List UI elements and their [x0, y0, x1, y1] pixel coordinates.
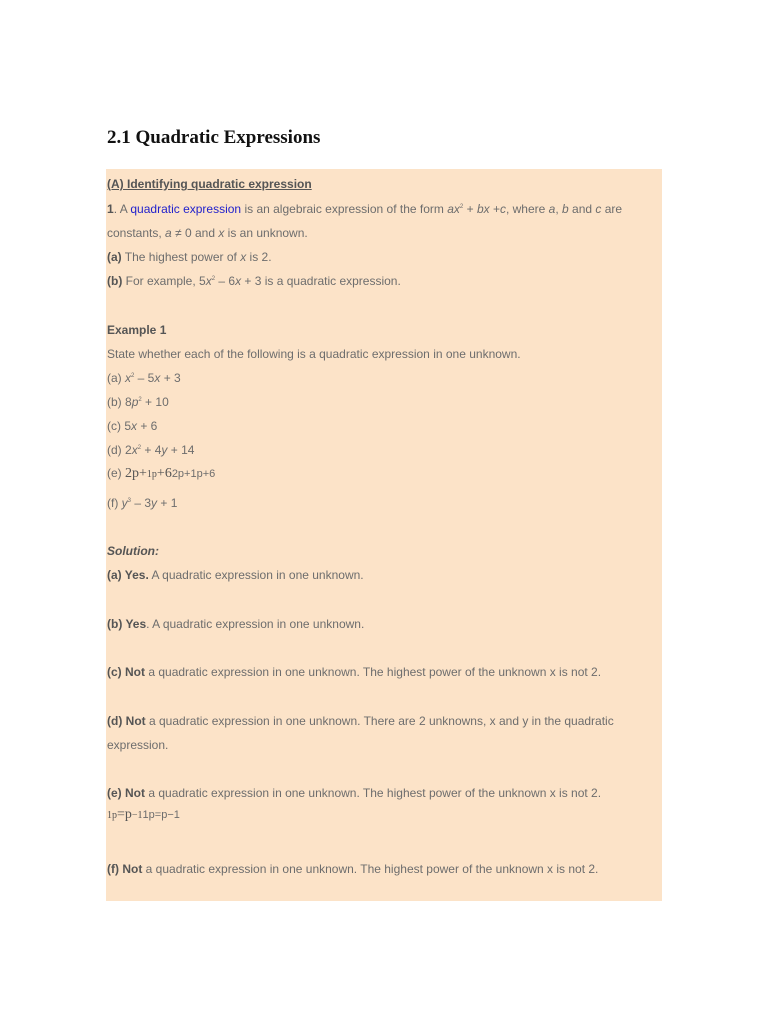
section-heading: (A) Identifying quadratic expression: [107, 177, 312, 191]
example-item-c: (c) 5x + 6: [107, 419, 158, 433]
example-item-b: (b) $8p^2 + 10$: [107, 395, 169, 409]
quadratic-expression-link[interactable]: quadratic expression: [130, 202, 242, 216]
solution-b: (b) Yes. A quadratic expression in one unknown.: [107, 617, 365, 631]
solution-e-math: 1p=p−11p=p−1: [107, 807, 180, 822]
example-item-d: (d) $2x^2 + 4y + 14$: [107, 443, 195, 457]
example-item-f: (f) $y^3 - 3y + 1$: [107, 496, 178, 510]
example-title: Example 1: [107, 323, 167, 337]
solution-e: (e) Not a quadratic expression in one unknown. The highest power of the unknown x is not 2.: [107, 786, 602, 800]
solution-title: Solution:: [107, 544, 159, 558]
definition-line-2: constants, a ≠ 0 and x is an unknown.: [107, 226, 308, 240]
solution-d-cont: expression.: [107, 738, 169, 752]
definition-number: 1: [107, 202, 114, 216]
example-intro: State whether each of the following is a quadratic expression in one unknown.: [107, 347, 521, 361]
solution-a: (a) Yes. A quadratic expression in one unknown.: [107, 568, 364, 582]
solution-c: (c) Not a quadratic expression in one unknown. The highest power of the unknown x is not 2.: [107, 665, 602, 679]
example-item-e: (e) 2p+1p+62p+1p+6: [107, 466, 216, 481]
point-a: (a) The highest power of x is 2.: [107, 250, 272, 264]
definition-line-1: 1. A quadratic expression is an algebraic expression of the form $ax^2$ + bx +c, where a, b and c are: [107, 202, 623, 216]
point-b: (b) For example, $5x^2 - 6x + 3$ is a quadratic expression.: [107, 274, 401, 288]
example-item-a: (a) $x^2 - 5x + 3$: [107, 371, 181, 385]
solution-f: (f) Not a quadratic expression in one unknown. The highest power of the unknown x is not 2.: [107, 862, 599, 876]
solution-d: (d) Not a quadratic expression in one unknown. There are 2 unknowns, x and y in the quadratic: [107, 714, 614, 728]
page-title: 2.1 Quadratic Expressions: [107, 127, 321, 148]
